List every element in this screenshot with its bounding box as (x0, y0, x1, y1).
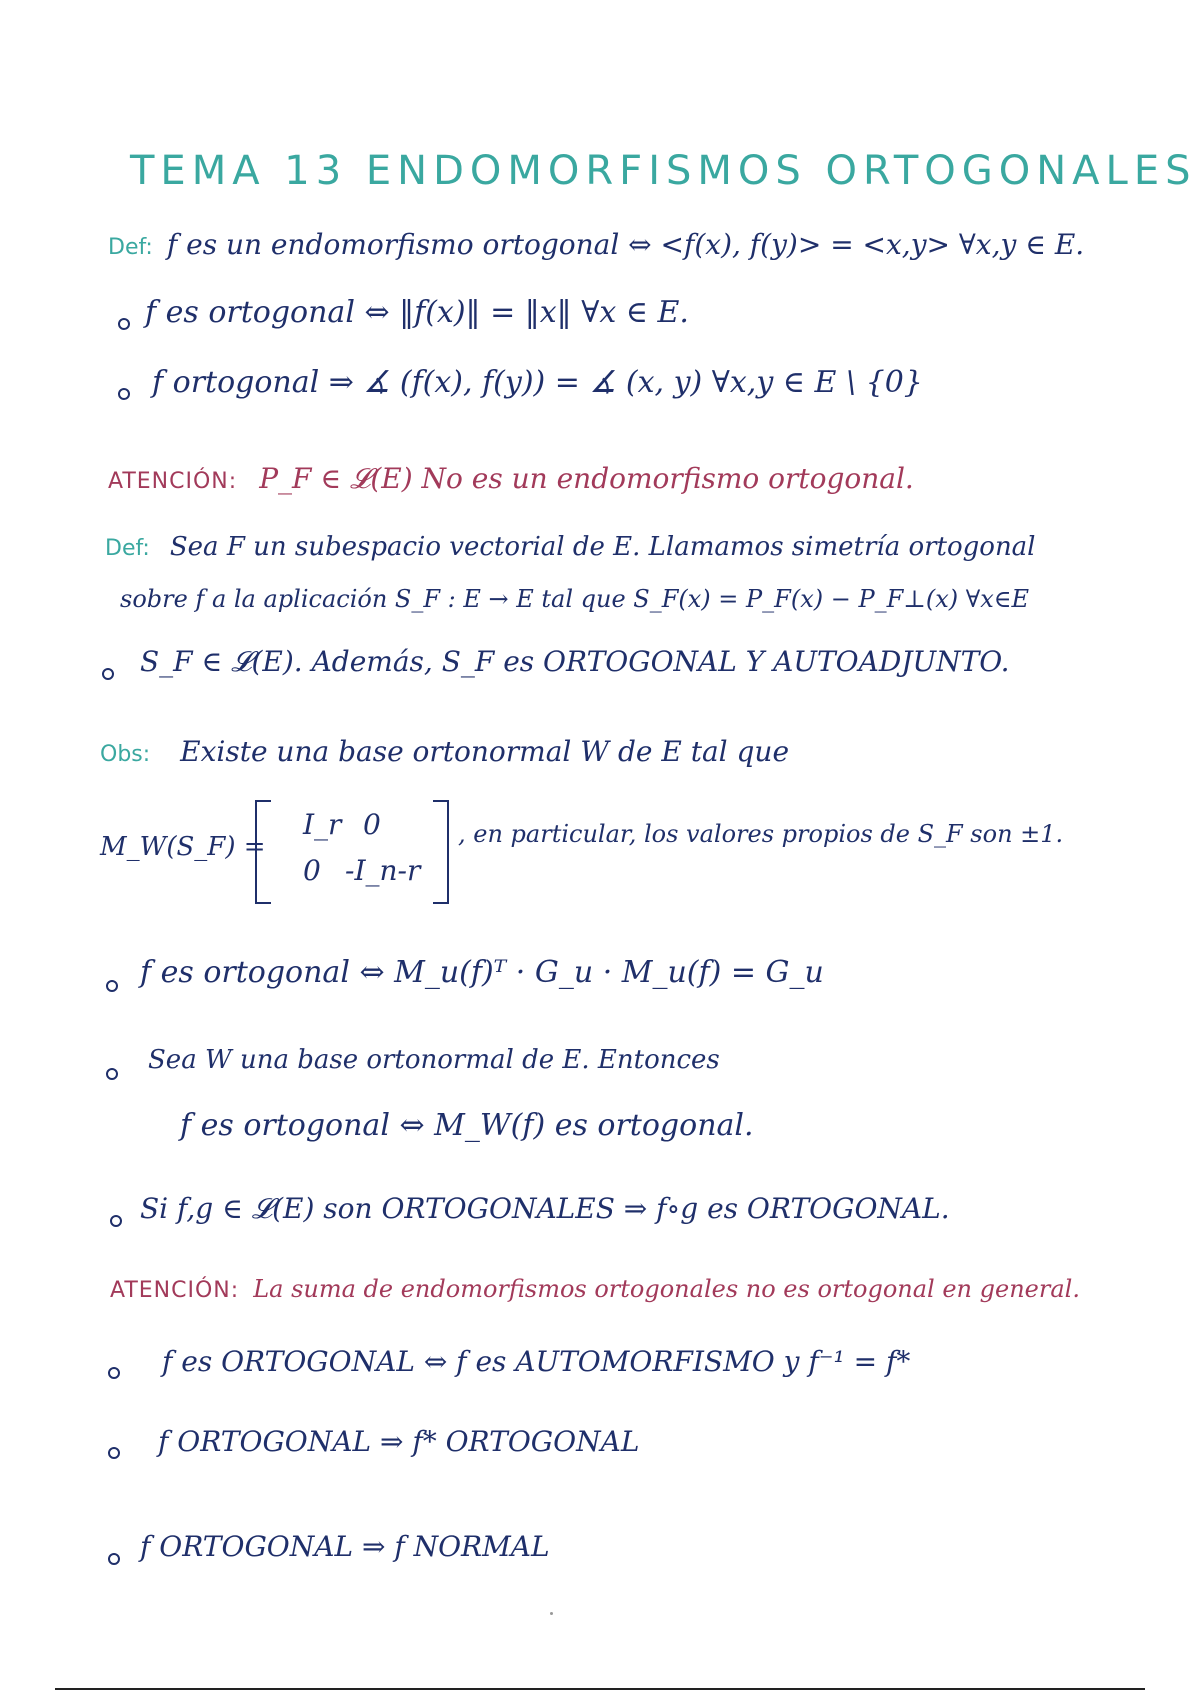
bullet-text: f es ortogonal ⇔ ‖f(x)‖ = ‖x‖ ∀x ∈ E. (145, 295, 689, 330)
bullet-text: f es ortogonal ⇔ M_W(f) es ortogonal. (180, 1108, 754, 1143)
page-title: TEMA 13 ENDOMORFISMOS ORTOGONALES (130, 148, 1197, 194)
bullet-text: f es ORTOGONAL ⇔ f es AUTOMORFISMO y f⁻¹ = f* (162, 1345, 911, 1378)
observation-label: Obs: (100, 742, 151, 767)
matrix-label: M_W(S_F) = (100, 832, 266, 862)
attention-row (110, 1275, 1080, 1303)
definition-text: f es un endomorfismo ortogonal ⇔ <f(x), f(y)> = <x,y> ∀x,y ∈ E. (166, 228, 1085, 261)
bullet-text: f ORTOGONAL ⇒ f NORMAL (140, 1530, 550, 1563)
pen-dot (550, 1612, 553, 1615)
bullet-text: S_F ∈ 𝓛(E). Además, S_F es ORTOGONAL Y AUTOADJUNTO. (140, 645, 1010, 678)
matrix-cell: 0 (303, 854, 321, 887)
matrix-remark-text: , en particular, los valores propios de S_F son ±1. (458, 820, 1064, 848)
bullet-icon (102, 668, 114, 680)
bullet-text: f ORTOGONAL ⇒ f* ORTOGONAL (158, 1425, 640, 1458)
left-bracket (255, 800, 271, 904)
definition-text: sobre f a la aplicación S_F : E → E tal que S_F(x) = P_F(x) − P_F⊥(x) ∀x∈E (120, 585, 1030, 613)
observation-text: Existe una base ortonormal W de E tal que (180, 735, 790, 768)
matrix-lhs (100, 832, 266, 862)
bullet-continuation (180, 1108, 754, 1143)
matrix-cell: I_r (303, 808, 342, 841)
bullet-item (140, 1192, 950, 1226)
bullet-icon (118, 388, 130, 400)
matrix-remark (458, 820, 1063, 848)
attention-row (108, 462, 914, 496)
matrix-cell: -I_n-r (345, 854, 421, 887)
definition-row (108, 228, 1084, 261)
bullet-icon (118, 318, 130, 330)
definition-continuation (120, 585, 1029, 613)
definition-label: Def: (108, 235, 153, 260)
observation-row (100, 735, 789, 768)
bullet-icon (108, 1447, 120, 1459)
bullet-icon (110, 1215, 122, 1227)
bullet-item (158, 1425, 639, 1458)
bullet-item (145, 295, 689, 330)
attention-label: ATENCIÓN: (110, 1278, 240, 1303)
bullet-item (140, 1530, 550, 1563)
bullet-text: f es ortogonal ⇔ M_u(f)ᵀ · G_u · M_u(f) = G_u (140, 955, 824, 990)
bullet-icon (108, 1367, 120, 1379)
bullet-item (140, 645, 1010, 679)
attention-label: ATENCIÓN: (108, 469, 238, 494)
attention-text: La suma de endomorfismos ortogonales no es ortogonal en general. (253, 1275, 1080, 1303)
bullet-text: Si f,g ∈ 𝓛(E) son ORTOGONALES ⇒ f∘g es ORTOGONAL. (140, 1192, 950, 1225)
bullet-item (162, 1345, 910, 1378)
right-bracket (433, 800, 449, 904)
bullet-item (148, 1045, 720, 1075)
bullet-text: f ortogonal ⇒ ∡ (f(x), f(y)) = ∡ (x, y) ∀x,y ∈ E \ {0} (152, 365, 923, 400)
bullet-icon (106, 980, 118, 992)
matrix-cell: 0 (363, 808, 381, 841)
bullet-icon (106, 1068, 118, 1080)
matrix (255, 800, 455, 910)
bullet-item (152, 365, 923, 400)
bullet-text: Sea W una base ortonormal de E. Entonces (148, 1045, 720, 1075)
bottom-rule (55, 1688, 1145, 1690)
definition-row (105, 532, 1036, 562)
bullet-icon (108, 1553, 120, 1565)
definition-label: Def: (105, 536, 150, 561)
bullet-item (140, 955, 824, 990)
attention-text: P_F ∈ 𝓛(E) No es un endomorfismo ortogonal. (259, 462, 914, 495)
definition-text: Sea F un subespacio vectorial de E. Llamamos simetría ortogonal (169, 532, 1036, 562)
